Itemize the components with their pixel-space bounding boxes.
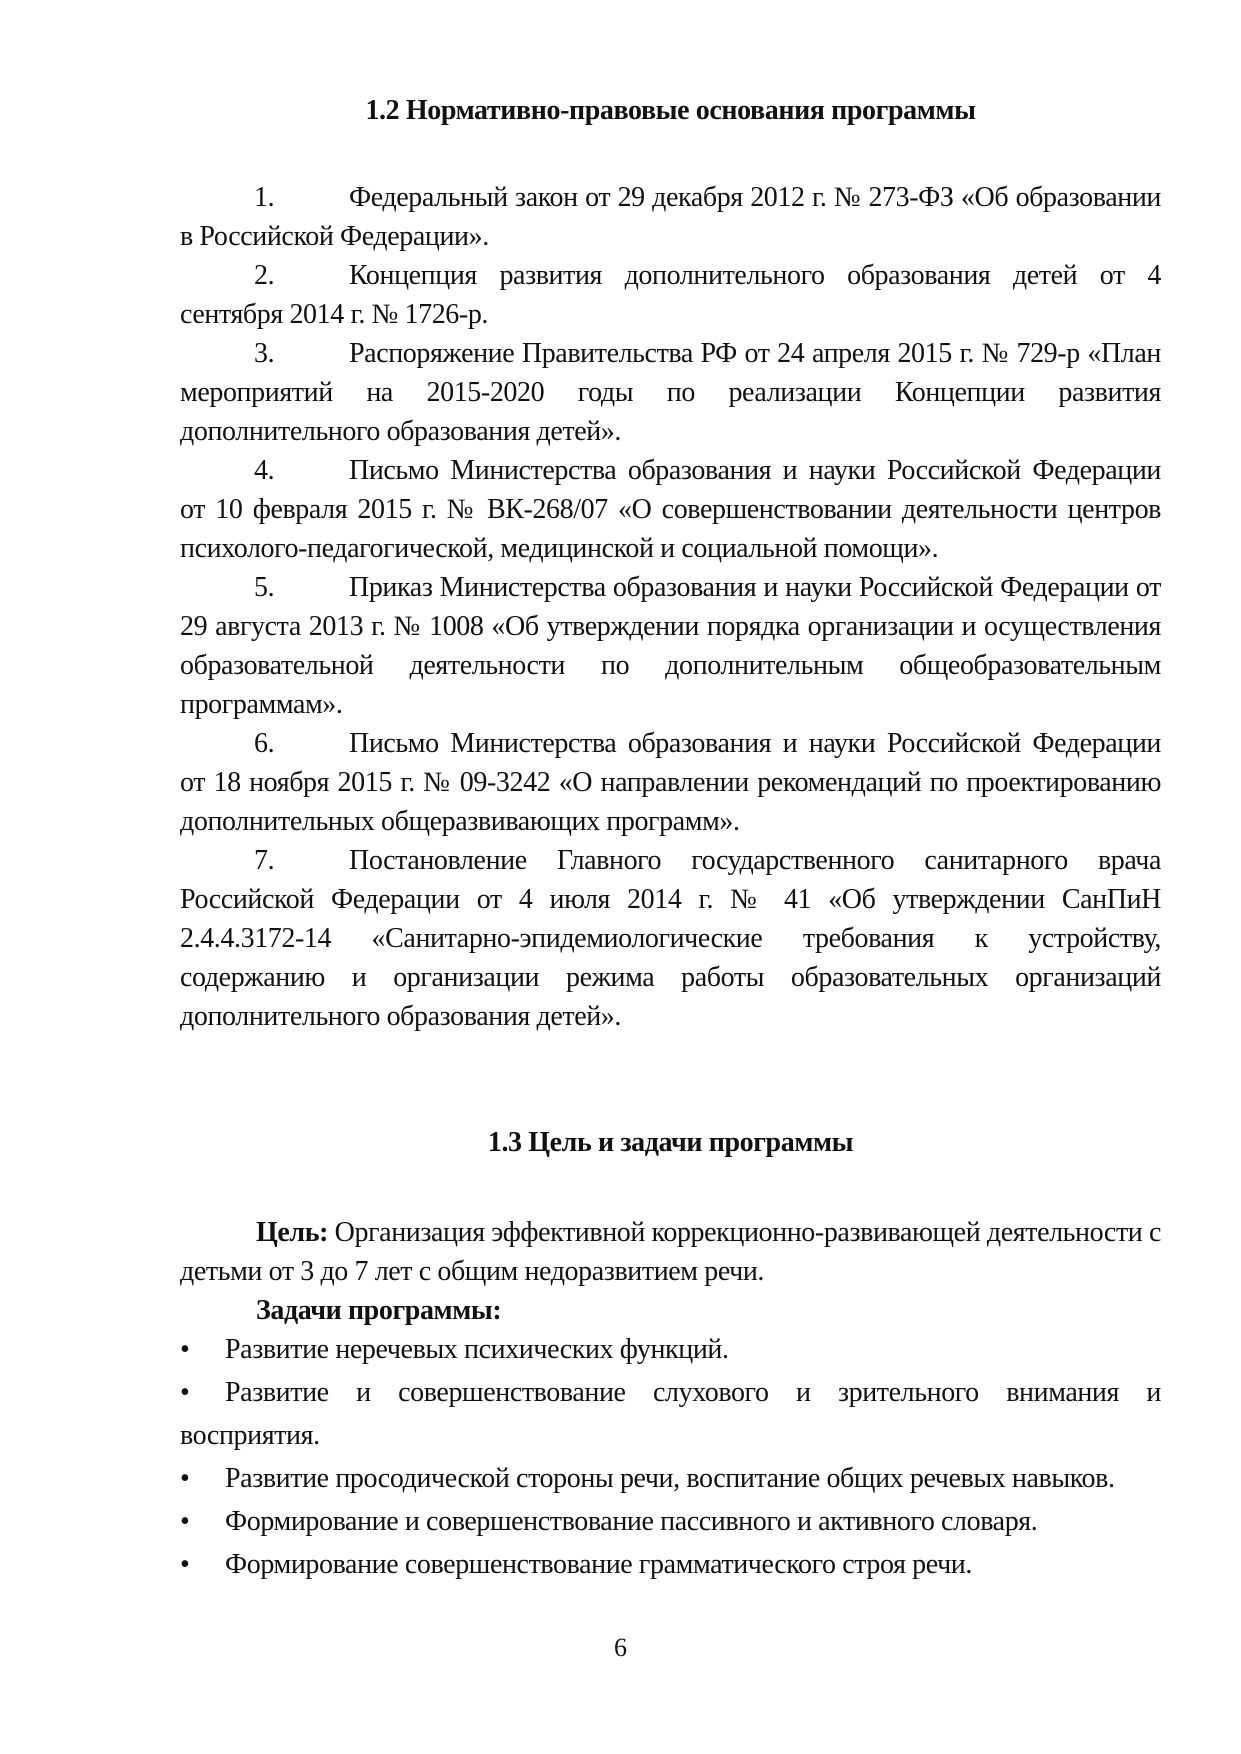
item-number: 2.	[254, 260, 275, 291]
tasks-list	[180, 1328, 1161, 1586]
task-text: Развитие просодической стороны речи, воспитание общих речевых навыков.	[225, 1463, 1115, 1494]
bullet-icon: •	[180, 1334, 190, 1365]
section-heading: 1.2 Нормативно-правовые основания программы	[365, 95, 976, 126]
page-number: 6	[614, 1633, 627, 1662]
bullet-icon: •	[180, 1549, 190, 1580]
task-text: Развитие неречевых психических функций.	[225, 1334, 729, 1365]
task-text: Формирование и совершенствование пассивного и активного словаря.	[225, 1506, 1038, 1537]
item-number: 3.	[254, 338, 275, 369]
section-heading: 1.3 Цель и задачи программы	[487, 1127, 854, 1158]
tasks-title: Задачи программы:	[256, 1295, 502, 1326]
item-text: Распоряжение Правительства РФ от 24 апреля 2015 г. № 729-р «План мероприятий на 2015-2020 годы по реализации Концепции развития дополнительного образования детей».	[180, 338, 1161, 447]
list-item	[180, 1500, 1161, 1543]
list-item	[180, 841, 1161, 1036]
task-text: Развитие и совершенствование слухового и зрительного внимания и восприятия.	[180, 1377, 1161, 1451]
list-item	[180, 178, 1161, 256]
item-text: Постановление Главного государственного санитарного врача Российской Федерации от 4 июля 2014 г. № 41 «Об утверждении СанПиН 2.4.4.3172-14 «Санитарно-эпидемиологические требования к устройству, содержанию и организации режима работы образовательных организаций дополнительного образования детей».	[180, 845, 1161, 1032]
list-item	[180, 1457, 1161, 1500]
item-number: 7.	[254, 845, 275, 876]
item-number: 6.	[254, 728, 275, 759]
item-number: 5.	[254, 572, 275, 603]
list-item	[180, 1371, 1161, 1457]
list-item	[180, 334, 1161, 451]
list-item	[180, 568, 1161, 724]
item-number: 1.	[254, 182, 275, 213]
item-number: 4.	[254, 455, 275, 486]
list-item	[180, 1543, 1161, 1586]
item-text: Федеральный закон от 29 декабря 2012 г. № 273-ФЗ «Об образовании в Российской Федерации».	[180, 182, 1161, 252]
bullet-icon: •	[180, 1463, 190, 1494]
bullet-icon: •	[180, 1377, 190, 1408]
item-text: Письмо Министерства образования и науки Российской Федерации от 10 февраля 2015 г. № ВК-268/07 «О совершенствовании деятельности центров психолого-педагогической, медицинской и социальной помощи».	[180, 455, 1161, 564]
item-text: Письмо Министерства образования и науки Российской Федерации от 18 ноября 2015 г. № 09-3242 «О направлении рекомендаций по проектированию дополнительных общеразвивающих программ».	[180, 728, 1161, 837]
legal-basis-list	[180, 178, 1161, 1036]
bullet-icon: •	[180, 1506, 190, 1537]
list-item	[180, 451, 1161, 568]
goal-text: Организация эффективной коррекционно-развивающей деятельности с детьми от 3 до 7 лет с общим недоразвитием речи.	[180, 1217, 1162, 1287]
item-text: Концепция развития дополнительного образования детей от 4 сентября 2014 г. № 1726-р.	[180, 260, 1161, 330]
list-item	[180, 256, 1161, 334]
goal-label: Цель:	[256, 1217, 329, 1248]
item-text: Приказ Министерства образования и науки Российской Федерации от 29 августа 2013 г. № 1008 «Об утверждении порядка организации и осуществления образовательной деятельности по дополнительным общеобразовательным программам».	[180, 572, 1161, 720]
task-text: Формирование совершенствование грамматического строя речи.	[225, 1549, 972, 1580]
list-item	[180, 1328, 1161, 1371]
list-item	[180, 724, 1161, 841]
goal-paragraph	[180, 1213, 1161, 1291]
